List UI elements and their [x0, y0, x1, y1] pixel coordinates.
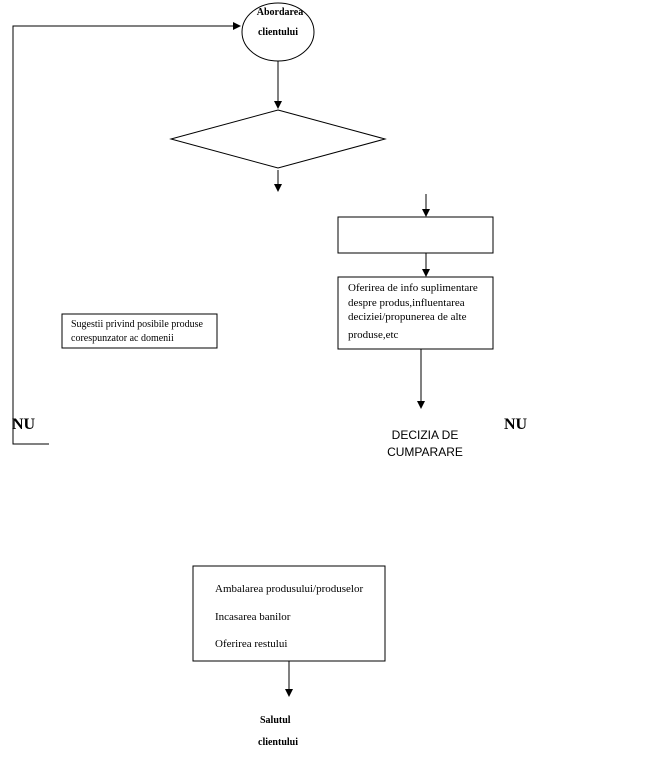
loop-back-line [13, 26, 240, 444]
purchase-decision-line1: DECIZIA DE [391, 428, 459, 442]
final-item-payment: Incasarea banilor [215, 611, 291, 623]
start-node-line1: Abordarea [256, 7, 304, 18]
final-item-packaging: Ambalarea produsului/produselor [215, 583, 364, 595]
suggestions-line1: Sugestii privind posibile produse [71, 319, 203, 330]
end-node-line2: clientului [258, 737, 299, 748]
info-line4: produse,etc [348, 329, 399, 341]
label-nu-left: NU [12, 416, 36, 433]
info-line1: Oferirea de info suplimentare [348, 282, 478, 294]
decision-diamond [171, 110, 385, 168]
info-line2: despre produs,influentarea [348, 297, 465, 309]
purchase-decision-line2: CUMPARARE [387, 445, 463, 459]
suggestions-line2: corespunzator ac domenii [71, 333, 174, 344]
info-line3: deciziei/propunerea de alte [348, 311, 467, 323]
start-node-line2: clientului [257, 27, 298, 38]
final-item-change: Oferirea restului [215, 638, 288, 650]
label-nu-right: NU [504, 416, 528, 433]
end-node-line1: Salutul [260, 715, 291, 726]
empty-process-box [338, 217, 493, 253]
